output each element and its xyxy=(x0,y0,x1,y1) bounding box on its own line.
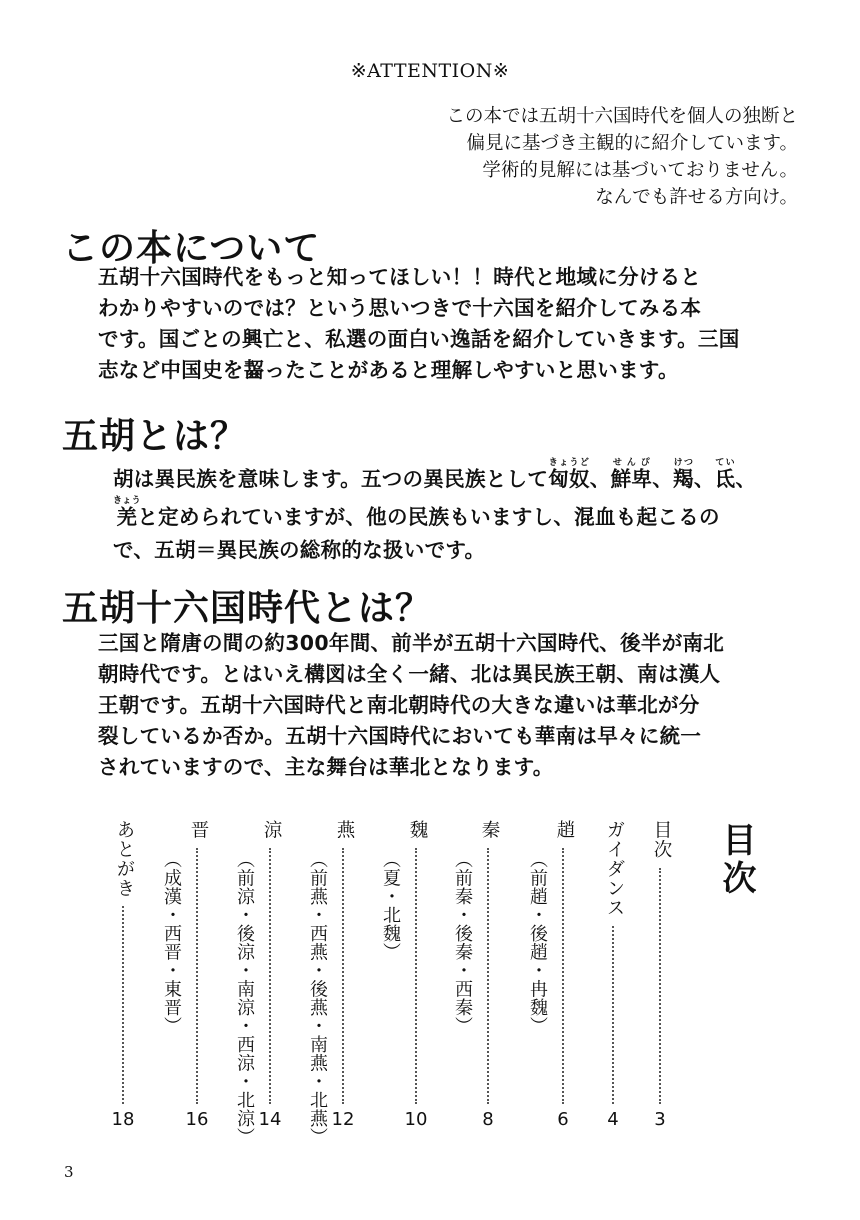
toc-entry-sub: （成漢・西晋・東晋） xyxy=(161,850,182,1035)
disclaimer-line: なんでも許せる方向け。 xyxy=(595,187,798,208)
toc-entry-sub: （夏・北魏） xyxy=(380,850,401,961)
attention-title: ※ATTENTION※ xyxy=(350,60,510,82)
body-text: 胡は異民族を意味します。五つの異民族として xyxy=(113,467,549,491)
toc-entry-liang xyxy=(258,820,282,1130)
toc-page-number: 3 xyxy=(654,1109,666,1130)
disclaimer-line: 学術的見解には基づいておりません。 xyxy=(482,160,798,181)
body-line: 朝時代です。とはいえ構図は全く一緒、北は異民族王朝、南は漢人 xyxy=(98,662,721,686)
toc-page-number: 16 xyxy=(185,1109,209,1130)
toc-entry-jin xyxy=(185,820,209,1130)
section-body-about xyxy=(98,262,740,386)
disclaimer-line: この本では五胡十六国時代を個人の独断と xyxy=(446,106,798,127)
toc-page-number: 12 xyxy=(331,1109,355,1130)
body-line: わかりやすいのでは？という思いつきで十六国を紹介してみる本 xyxy=(98,296,702,320)
toc-entry-label: 晋 xyxy=(188,820,209,840)
toc-entry-mokuji xyxy=(648,820,672,1130)
ruby-jie: 羯けつ xyxy=(673,458,694,491)
toc-leader xyxy=(487,848,489,1104)
section-body-gohu xyxy=(113,458,756,567)
disclaimer xyxy=(446,103,798,211)
toc-entry-sub: （前涼・後涼・南涼・西涼・北涼） xyxy=(234,850,255,1146)
toc-entry-yan xyxy=(331,820,355,1130)
body-line xyxy=(113,496,756,534)
body-line: されていますので、主な舞台は華北となります。 xyxy=(98,755,554,779)
comma: 、 xyxy=(589,467,611,491)
toc-page-number: 14 xyxy=(258,1109,282,1130)
section-body-era xyxy=(98,628,724,783)
body-line: 王朝です。五胡十六国時代と南北朝時代の大きな違いは華北が分 xyxy=(98,693,700,717)
toc-entry-qin xyxy=(476,820,500,1130)
toc-leader xyxy=(415,848,417,1104)
body-line: 三国と隋唐の間の約300年間、前半が五胡十六国時代、後半が南北 xyxy=(98,631,725,655)
toc-page-number: 10 xyxy=(404,1109,428,1130)
toc-entry-label: 趙 xyxy=(554,820,575,840)
toc-entry-guidance xyxy=(601,820,625,1130)
toc-entry-label: 秦 xyxy=(479,820,500,840)
toc-title: 目次 xyxy=(716,822,756,898)
toc-page-number: 4 xyxy=(607,1109,619,1130)
section-heading-about: この本について xyxy=(62,228,321,269)
ruby-xiongnu: 匈奴きょうど xyxy=(548,458,590,491)
toc-entry-label: あとがき xyxy=(114,820,135,898)
body-line: で、五胡＝異民族の総称的な扱いです。 xyxy=(113,538,486,562)
toc-page-number: 18 xyxy=(111,1109,135,1130)
toc-entry-label: 目次 xyxy=(651,820,672,859)
toc-entry-label: ガイダンス xyxy=(604,820,625,918)
comma: 、 xyxy=(735,467,757,491)
body-line: 五胡十六国時代をもっと知ってほしい！！時代と地域に分けると xyxy=(98,265,702,289)
body-line: 裂しているか否か。五胡十六国時代においても華南は早々に統一 xyxy=(98,724,702,748)
disclaimer-line: 偏見に基づき主観的に紹介しています。 xyxy=(466,133,798,154)
toc-entry-wei xyxy=(404,820,428,1130)
toc-page-number: 8 xyxy=(482,1109,494,1130)
toc-leader xyxy=(342,848,344,1104)
body-line: です。国ごとの興亡と、私選の面白い逸話を紹介していきます。三国 xyxy=(98,327,740,351)
page-number: 3 xyxy=(64,1163,74,1181)
section-heading-gohu: 五胡とは？ xyxy=(62,416,248,457)
ruby-qiang: 羌きょう xyxy=(113,496,141,529)
comma: 、 xyxy=(652,467,674,491)
body-text: と定められていますが、他の民族もいますし、混血も起こるの xyxy=(137,505,720,529)
toc-page-number: 6 xyxy=(557,1109,569,1130)
body-line: 志など中国史を齧ったことがあると理解しやすいと思います。 xyxy=(98,358,679,382)
toc-leader xyxy=(612,926,614,1104)
toc-leader xyxy=(659,868,661,1104)
section-heading-era: 五胡十六国時代とは？ xyxy=(62,588,433,629)
toc-entry-label: 魏 xyxy=(407,820,428,840)
toc-leader xyxy=(269,848,271,1104)
comma: 、 xyxy=(693,467,715,491)
toc-leader xyxy=(562,848,564,1104)
toc-entry-sub: （前趙・後趙・冉魏） xyxy=(527,850,548,1035)
ruby-di: 氐てい xyxy=(714,458,736,491)
toc-leader xyxy=(122,906,124,1104)
ruby-xianbei: 鮮卑せんぴ xyxy=(610,458,653,491)
body-line xyxy=(113,458,756,496)
toc-entry-label: 涼 xyxy=(261,820,282,840)
toc-entry-sub: （前秦・後秦・西秦） xyxy=(452,850,473,1035)
toc-leader xyxy=(196,848,198,1104)
toc-entry-zhao xyxy=(551,820,575,1130)
toc-entry-afterword xyxy=(111,820,135,1130)
toc-entry-label: 燕 xyxy=(334,820,355,840)
toc-entry-sub: （前燕・西燕・後燕・南燕・北燕） xyxy=(307,850,328,1146)
